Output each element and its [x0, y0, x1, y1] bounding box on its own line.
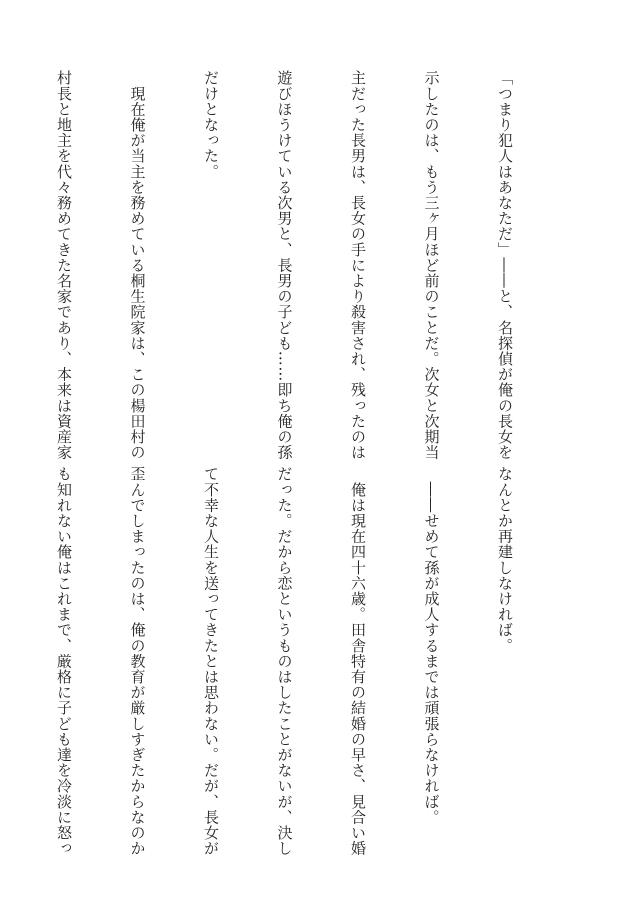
text-line: 示したのは、もう三ヶ月ほど前のことだ。次女と次期当 [422, 70, 441, 460]
lower-text-block [0, 466, 566, 856]
text-line: 遊びほうけている次男と、長男の子ども……即ち俺の孫 [275, 70, 294, 460]
text-line: も知れない俺はこれまで、厳格に子ども達を冷淡に怒っ [55, 466, 73, 856]
text-line: 俺は現在四十六歳。田舎特有の結婚の早さ、見合い婚 [349, 466, 367, 856]
text-line: て不幸な人生を送ってきたとは思わない。だが、長女が [202, 466, 220, 856]
text-line [0, 70, 3, 450]
text-line: 歪んでしまったのは、俺の教育が厳しすぎたからなのか [128, 466, 147, 856]
text-line: 「つまり犯人はあなただ」――と、名探偵が俺の長女を [496, 70, 514, 460]
text-line: だった。だから恋というものはしたことがないが、決し [275, 466, 294, 856]
text-line: 現在俺が当主を務めている桐生院家は、この楊田村の [128, 70, 147, 460]
upper-text-block [0, 70, 566, 460]
text-line [0, 466, 3, 846]
text-line: だけとなった。 [202, 70, 220, 180]
text-line: 主だった長男は、長女の手により殺害され、残ったのは [349, 70, 367, 460]
text-line: なんとか再建しなければ。 [496, 466, 514, 654]
text-line: ――せめて孫が成人するまでは頑張らなければ。 [422, 466, 441, 825]
text-line: 村長と地主を代々務めてきた名家であり、本来は資産家 [55, 70, 73, 460]
